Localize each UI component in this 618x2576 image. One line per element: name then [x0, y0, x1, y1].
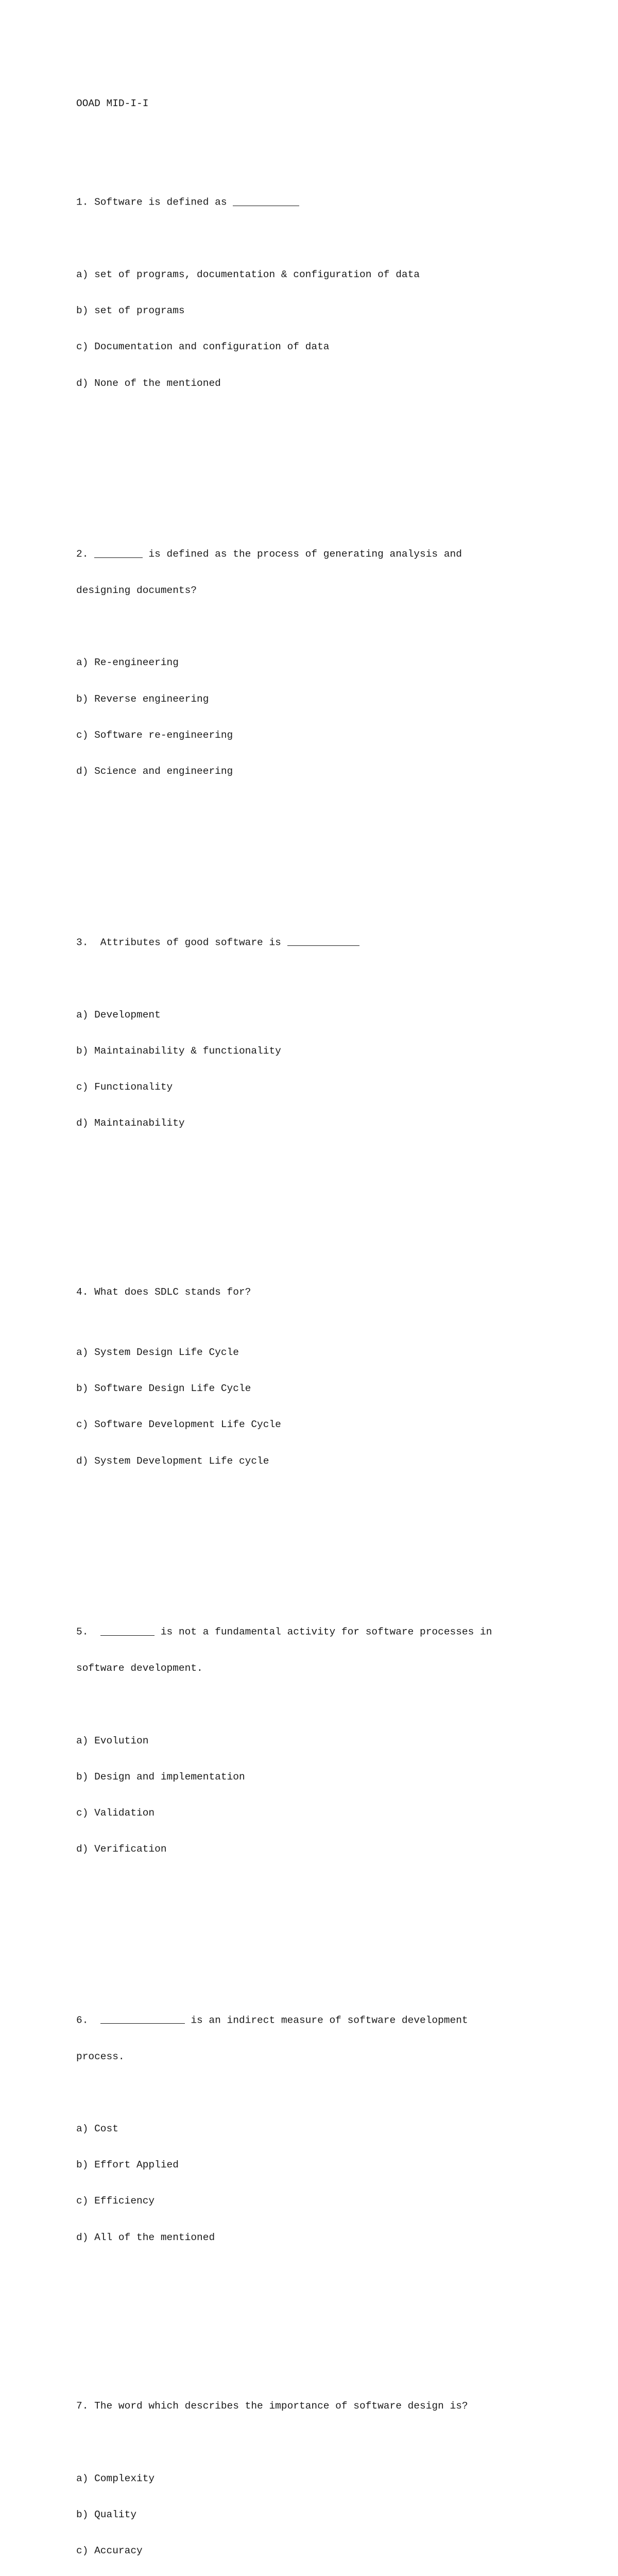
- question-7: [76, 2377, 591, 2576]
- question-5: [76, 1600, 591, 1904]
- answer-blank: [287, 936, 359, 946]
- spacer: [76, 1540, 591, 1552]
- option-c: c) Software re-engineering: [76, 730, 591, 741]
- option-b: b) Reverse engineering: [76, 693, 591, 705]
- question-text-rest: is not a fundamental activity for software processes in: [154, 1626, 492, 1638]
- option-d: d) System Development Life cycle: [76, 1455, 591, 1467]
- question-stem-continued: process.: [76, 2051, 591, 2063]
- question-2: [76, 522, 591, 826]
- option-a: a) Re-engineering: [76, 657, 591, 669]
- option-d: d) None of the mentioned: [76, 378, 591, 389]
- answer-blank: [94, 547, 143, 558]
- answer-blank: [233, 195, 299, 206]
- option-list: [76, 633, 591, 802]
- document-page: [76, 74, 591, 2576]
- question-stem: [76, 935, 591, 949]
- option-a: a) System Design Life Cycle: [76, 1347, 591, 1359]
- option-list: [76, 1711, 591, 1880]
- option-a: a) Evolution: [76, 1735, 591, 1747]
- answer-blank: [100, 2013, 185, 2024]
- option-list: [76, 2099, 591, 2268]
- option-c: c) Software Development Life Cycle: [76, 1419, 591, 1431]
- option-d: d) Maintainability: [76, 1117, 591, 1129]
- question-text-rest: is defined as the process of generating analysis and: [143, 549, 462, 560]
- option-b: b) Software Design Life Cycle: [76, 1383, 591, 1395]
- option-list: [76, 245, 591, 414]
- question-stem: [76, 546, 591, 561]
- option-c: c) Documentation and configuration of data: [76, 341, 591, 353]
- option-d: d) Science and engineering: [76, 766, 591, 777]
- spacer: [76, 1928, 591, 1940]
- option-c: c) Functionality: [76, 1081, 591, 1093]
- question-stem: [76, 1624, 591, 1638]
- question-text: 1. Software is defined as: [76, 197, 233, 208]
- question-text: 2.: [76, 549, 94, 560]
- option-b: b) Design and implementation: [76, 1771, 591, 1783]
- question-1: [76, 170, 591, 437]
- option-c: c) Accuracy: [76, 2545, 591, 2557]
- option-list: [76, 1323, 591, 1492]
- spacer: [76, 1202, 591, 1214]
- option-b: b) Quality: [76, 2509, 591, 2521]
- question-text: 3. Attributes of good software is: [76, 937, 287, 948]
- answer-blank: [100, 1625, 154, 1636]
- option-list: [76, 2449, 591, 2576]
- document-title: OOAD MID-I-I: [76, 98, 591, 110]
- question-text: 5.: [76, 1626, 100, 1638]
- option-b: b) Effort Applied: [76, 2159, 591, 2171]
- option-c: c) Efficiency: [76, 2195, 591, 2207]
- option-a: a) Development: [76, 1009, 591, 1021]
- spacer: [76, 2316, 591, 2328]
- option-b: b) Maintainability & functionality: [76, 1045, 591, 1057]
- question-stem: 7. The word which describes the importance of software design is?: [76, 2400, 591, 2412]
- option-d: d) Verification: [76, 1843, 591, 1855]
- option-d: d) All of the mentioned: [76, 2232, 591, 2244]
- question-stem: 4. What does SDLC stands for?: [76, 1286, 591, 1298]
- question-stem-continued: software development.: [76, 1663, 591, 1674]
- option-a: a) Cost: [76, 2123, 591, 2135]
- question-text: 6.: [76, 2014, 100, 2026]
- spacer: [76, 850, 591, 862]
- question-6: [76, 1988, 591, 2292]
- question-text-rest: is an indirect measure of software development: [185, 2014, 468, 2026]
- option-b: b) set of programs: [76, 305, 591, 317]
- option-list: [76, 985, 591, 1154]
- spacer: [76, 462, 591, 473]
- question-4: [76, 1262, 591, 1516]
- option-a: a) set of programs, documentation & configuration of data: [76, 269, 591, 281]
- option-a: a) Complexity: [76, 2473, 591, 2485]
- question-stem-continued: designing documents?: [76, 585, 591, 597]
- option-c: c) Validation: [76, 1807, 591, 1819]
- question-stem: [76, 194, 591, 209]
- question-3: [76, 910, 591, 1178]
- question-stem: [76, 2012, 591, 2027]
